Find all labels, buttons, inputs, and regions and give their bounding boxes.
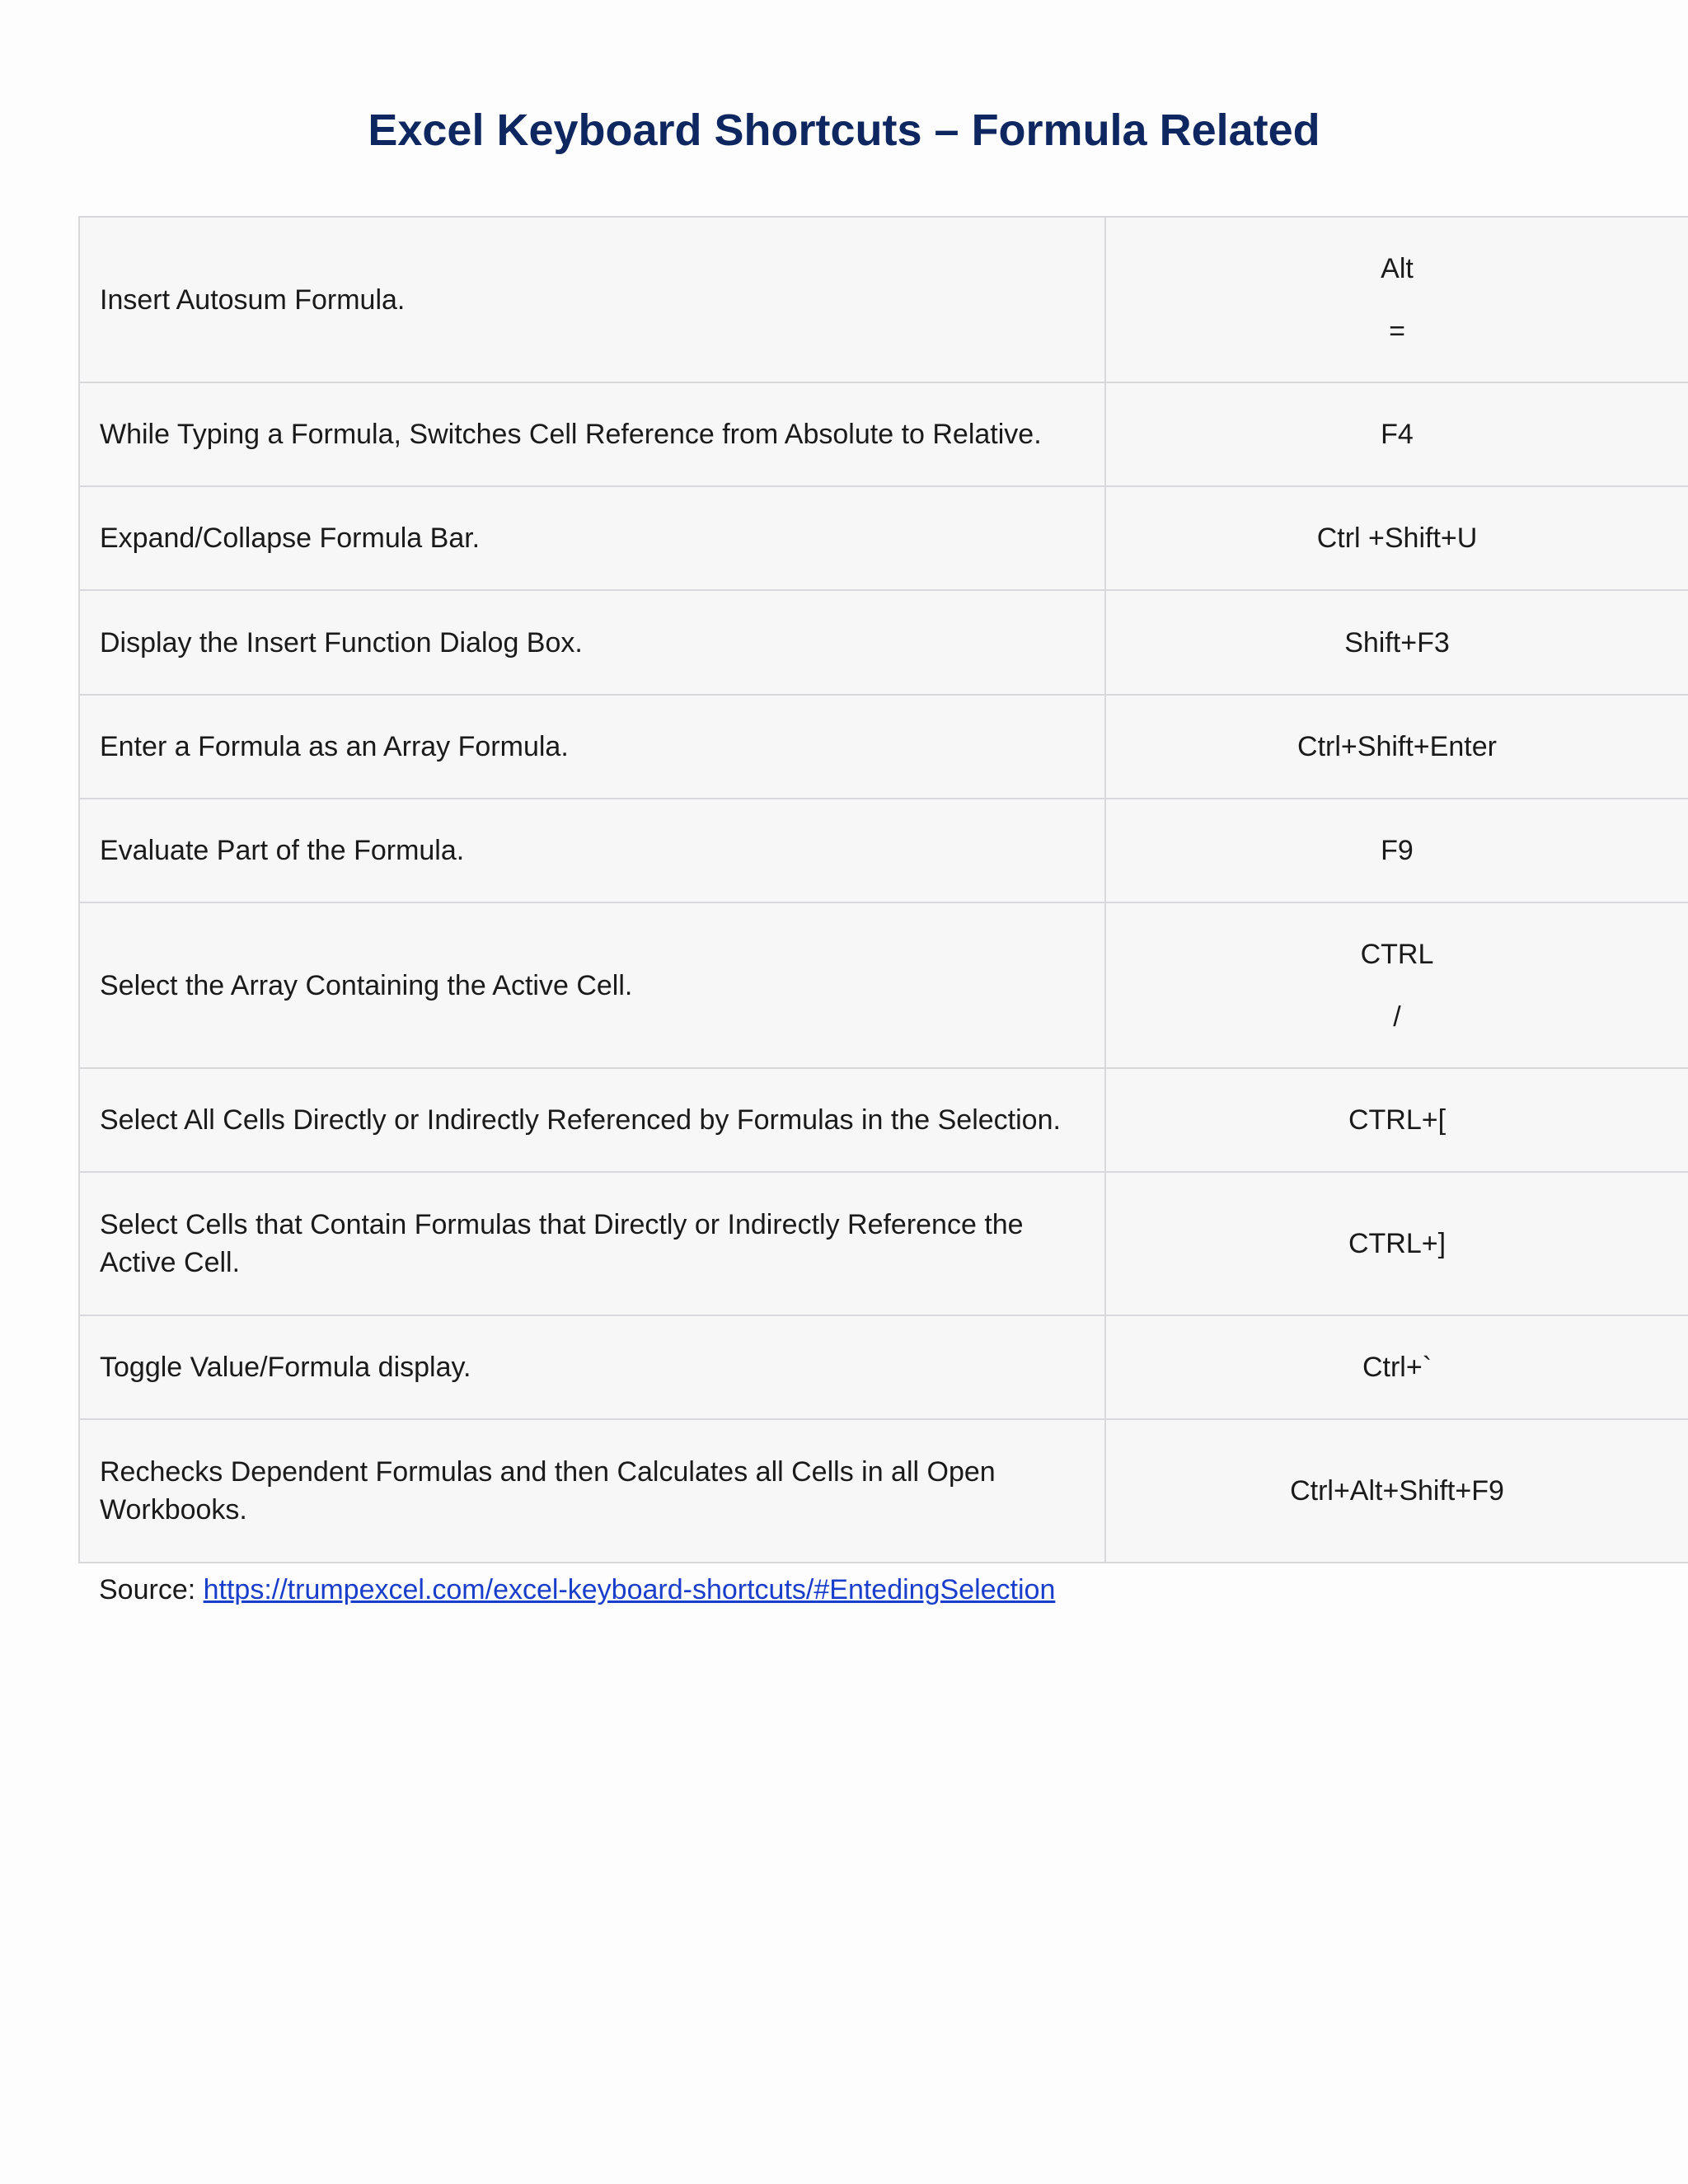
shortcut-key: / [1393, 1001, 1401, 1033]
table-row [79, 1068, 1688, 1172]
shortcut-key: = [1389, 315, 1405, 347]
page-title: Excel Keyboard Shortcuts – Formula Related [368, 105, 1320, 155]
table-row [79, 486, 1688, 590]
source-link[interactable]: https://trumpexcel.com/excel-keyboard-shortcuts/#EntedingSelection [203, 1574, 1056, 1605]
shortcut-description: Toggle Value/Formula display. [79, 1315, 1105, 1419]
shortcut-keys [1105, 590, 1688, 695]
shortcut-description: Insert Autosum Formula. [79, 217, 1105, 382]
shortcut-description: While Typing a Formula, Switches Cell Reference from Absolute to Relative. [79, 382, 1105, 486]
shortcut-keys [1105, 1315, 1688, 1419]
shortcut-keys [1105, 217, 1688, 382]
shortcut-keys [1105, 1419, 1688, 1563]
shortcut-key: F4 [1381, 419, 1414, 450]
shortcut-keys [1105, 902, 1688, 1068]
shortcut-key: Ctrl+Shift+Enter [1297, 731, 1497, 762]
shortcut-description: Display the Insert Function Dialog Box. [79, 590, 1105, 695]
shortcut-key: Ctrl +Shift+U [1316, 523, 1478, 554]
shortcut-description: Select the Array Containing the Active Cell. [79, 902, 1105, 1068]
shortcut-keys [1105, 695, 1688, 799]
table-row [79, 902, 1688, 1068]
table-row [79, 382, 1688, 486]
shortcut-key: CTRL [1360, 938, 1434, 970]
table-row [79, 799, 1688, 902]
shortcut-key: CTRL+[ [1348, 1104, 1447, 1136]
shortcut-description: Evaluate Part of the Formula. [79, 799, 1105, 902]
shortcut-table [78, 216, 1688, 1563]
shortcut-key: Ctrl+` [1362, 1352, 1432, 1383]
shortcut-keys [1105, 1172, 1688, 1315]
source-line [99, 1571, 1055, 1609]
shortcut-description: Enter a Formula as an Array Formula. [79, 695, 1105, 799]
table-row [79, 1315, 1688, 1419]
shortcut-keys [1105, 486, 1688, 590]
shortcut-keys [1105, 1068, 1688, 1172]
shortcut-description: Rechecks Dependent Formulas and then Calculates all Cells in all Open Workbooks. [79, 1419, 1105, 1563]
shortcut-description: Select All Cells Directly or Indirectly Referenced by Formulas in the Selection. [79, 1068, 1105, 1172]
shortcut-key: F9 [1381, 835, 1414, 866]
table-row [79, 695, 1688, 799]
shortcut-key: Alt [1381, 252, 1414, 284]
shortcut-keys [1105, 382, 1688, 486]
table-row [79, 217, 1688, 382]
shortcut-key: Ctrl+Alt+Shift+F9 [1290, 1475, 1504, 1507]
shortcut-key: Shift+F3 [1344, 626, 1450, 658]
shortcut-description: Select Cells that Contain Formulas that Directly or Indirectly Reference the Active Cell. [79, 1172, 1105, 1315]
shortcut-description: Expand/Collapse Formula Bar. [79, 486, 1105, 590]
table-row [79, 1172, 1688, 1315]
shortcut-key: CTRL+] [1348, 1228, 1447, 1259]
table-row [79, 590, 1688, 695]
table-row [79, 1419, 1688, 1563]
source-label: Source: [99, 1574, 204, 1605]
shortcut-keys [1105, 799, 1688, 902]
